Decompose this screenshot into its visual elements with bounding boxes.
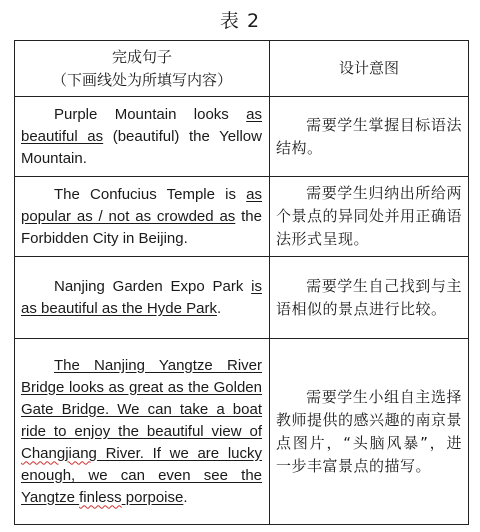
table-row [15, 339, 469, 525]
table-row [15, 257, 469, 339]
sentence-text: the Forbidden City in Beijing. [21, 207, 262, 247]
sentence-cell [15, 177, 270, 257]
intent-cell [270, 177, 469, 257]
filled-answer: is as beautiful as the Hyde Park [21, 277, 262, 317]
sentence-text: (beautiful) the Yellow Mountain. [21, 127, 262, 167]
spellcheck-word: finless [79, 488, 122, 506]
header-design-intent: 设计意图 [270, 41, 469, 97]
table-header-row [15, 41, 469, 97]
filled-answer: The Nanjing Yangtze River Bridge looks as great as the Golden Gate Bridge. We can take a boat ride to enjoy the beautiful view of [21, 356, 262, 440]
table-caption: 表 2 [219, 10, 261, 32]
filled-answer: porpoise [121, 488, 184, 506]
sentence-text: . [183, 488, 188, 506]
intent-cell [270, 97, 469, 177]
table-row [15, 97, 469, 177]
intent-text: 需要学生掌握目标语法结构。 [276, 115, 462, 157]
header-col1-line2: （下画线处为所填写内容） [51, 70, 232, 89]
sentence-cell [15, 97, 270, 177]
filled-answer: River. If we are lucky enough, we can even see the Yangtze [21, 444, 262, 506]
intent-text: 需要学生归纳出所给两个景点的异同处并用正确语法形式呈现。 [276, 184, 463, 248]
sentence-cell [15, 339, 270, 525]
intent-text: 需要学生小组自主选择教师提供的感兴趣的南京景点图片，“头脑风暴”，进一步丰富景点的描写。 [276, 387, 463, 475]
sentence-text: The Confucius Temple is [54, 185, 247, 203]
filled-answer: as popular as / not as crowded as [21, 185, 262, 225]
intent-cell [270, 339, 469, 525]
sentence-cell [15, 257, 270, 339]
sentence-completion-table [14, 40, 469, 525]
sentence-text: Purple Mountain looks [54, 105, 247, 123]
header-col1-line1: 完成句子 [111, 47, 172, 66]
sentence-text: Nanjing Garden Expo Park [54, 277, 252, 295]
sentence-text: . [216, 299, 222, 317]
filled-answer: as beautiful as [21, 105, 262, 145]
spellcheck-word: Changjiang [21, 444, 97, 462]
table-row [15, 177, 469, 257]
intent-text: 需要学生自己找到与主语相似的景点进行比较。 [276, 276, 462, 318]
header-complete-sentence [15, 41, 270, 97]
intent-cell [270, 257, 469, 339]
